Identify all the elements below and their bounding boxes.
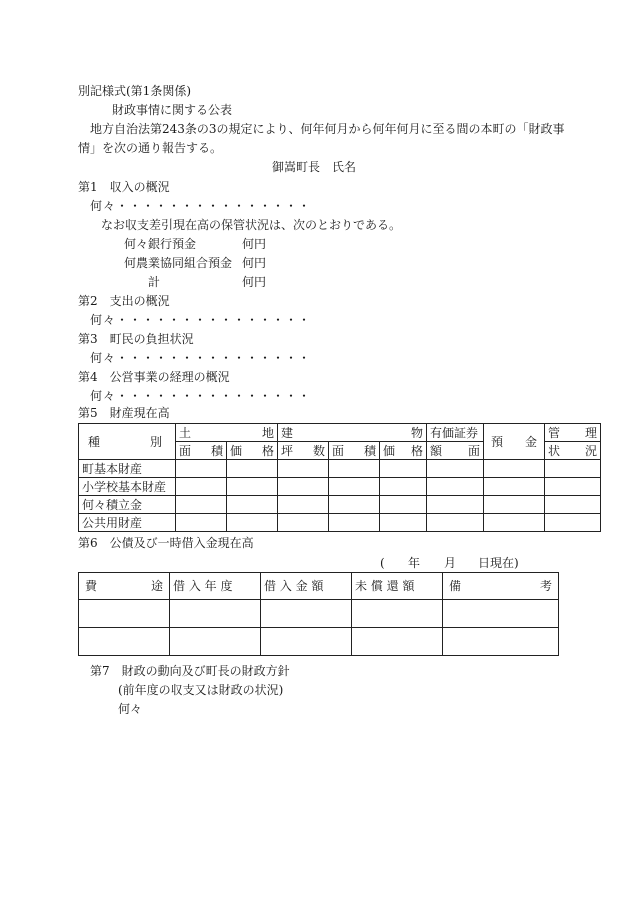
sub-bldg-tsubo: 坪 数 (278, 442, 329, 460)
row-label: 公共用財産 (79, 514, 176, 532)
header-securities: 有価証券 (427, 424, 484, 442)
section3-heading: 第3 町民の負担状況 (78, 332, 194, 346)
date-day: 日現在) (478, 556, 519, 570)
property-table (78, 423, 601, 532)
row-label: 小学校基本財産 (79, 478, 176, 496)
deposit-value-total: 何円 (242, 275, 267, 289)
header-management-top: 管 理 (545, 424, 601, 442)
signer: 御嵩町長 氏名 (272, 160, 357, 174)
header-deposit: 預 金 (484, 424, 545, 460)
section2-heading: 第2 支出の概況 (78, 294, 170, 308)
sub-securities-face: 額 面 (427, 442, 484, 460)
row-label: 町基本財産 (79, 460, 176, 478)
deposit-label-total: 計 (148, 275, 161, 289)
document-title: 財政事情に関する公表 (112, 103, 233, 117)
section7-sub: (前年度の収支又は財政の状況) (118, 683, 284, 697)
deposit-value-1: 何円 (242, 237, 267, 251)
deposit-label-2: 何農業協同組合預金 (124, 256, 233, 270)
section1-heading: 第1 収入の概況 (78, 180, 170, 194)
header-borrow-amount: 借 入 金 額 (261, 573, 352, 600)
section6-heading: 第6 公債及び一時借入金現在高 (78, 536, 254, 550)
sub-bldg-price: 価 格 (380, 442, 427, 460)
section7-heading: 第7 財政の動向及び町長の財政方針 (90, 664, 290, 678)
table-row (79, 460, 601, 478)
section1-note: なお収支差引現在高の保管状況は、次のとおりである。 (101, 218, 402, 232)
header-land: 土 地 (176, 424, 278, 442)
section5-heading: 第5 財産現在高 (78, 406, 170, 420)
header-building: 建 物 (278, 424, 427, 442)
section1-dots: 何々・・・・・・・・・・・・・・・ (90, 199, 312, 213)
date-open: ( (380, 556, 385, 570)
table-row (79, 514, 601, 532)
section4-heading: 第4 公営事業の経理の概況 (78, 370, 230, 384)
row-label: 何々積立金 (79, 496, 176, 514)
table-row (79, 628, 559, 656)
section4-dots: 何々・・・・・・・・・・・・・・・ (90, 389, 312, 403)
form-label: 別記様式(第1条関係) (78, 84, 191, 98)
table-row (79, 496, 601, 514)
table-row (79, 600, 559, 628)
intro-text-line2: 情」を次の通り報告する。 (78, 141, 223, 155)
section7-item: 何々 (118, 702, 143, 716)
section3-dots: 何々・・・・・・・・・・・・・・・ (90, 351, 312, 365)
header-remarks: 備 考 (443, 573, 559, 600)
date-year: 年 (408, 556, 421, 570)
header-purpose: 費 途 (79, 573, 170, 600)
header-borrow-year: 借 入 年 度 (170, 573, 261, 600)
header-unpaid: 未 償 還 額 (352, 573, 443, 600)
sub-bldg-area: 面 積 (329, 442, 380, 460)
sub-land-area: 面 積 (176, 442, 227, 460)
header-kind: 種 別 (79, 424, 176, 460)
section2-dots: 何々・・・・・・・・・・・・・・・ (90, 313, 312, 327)
header-management-bottom: 状 況 (545, 442, 601, 460)
intro-text-line1: 地方自治法第243条の3の規定により、何年何月から何年何月に至る間の本町の「財政事 (90, 122, 565, 136)
debt-table (78, 572, 559, 656)
deposit-label-1: 何々銀行預金 (124, 237, 197, 251)
sub-land-price: 価 格 (227, 442, 278, 460)
deposit-value-2: 何円 (242, 256, 267, 270)
table-row (79, 478, 601, 496)
date-month: 月 (444, 556, 457, 570)
